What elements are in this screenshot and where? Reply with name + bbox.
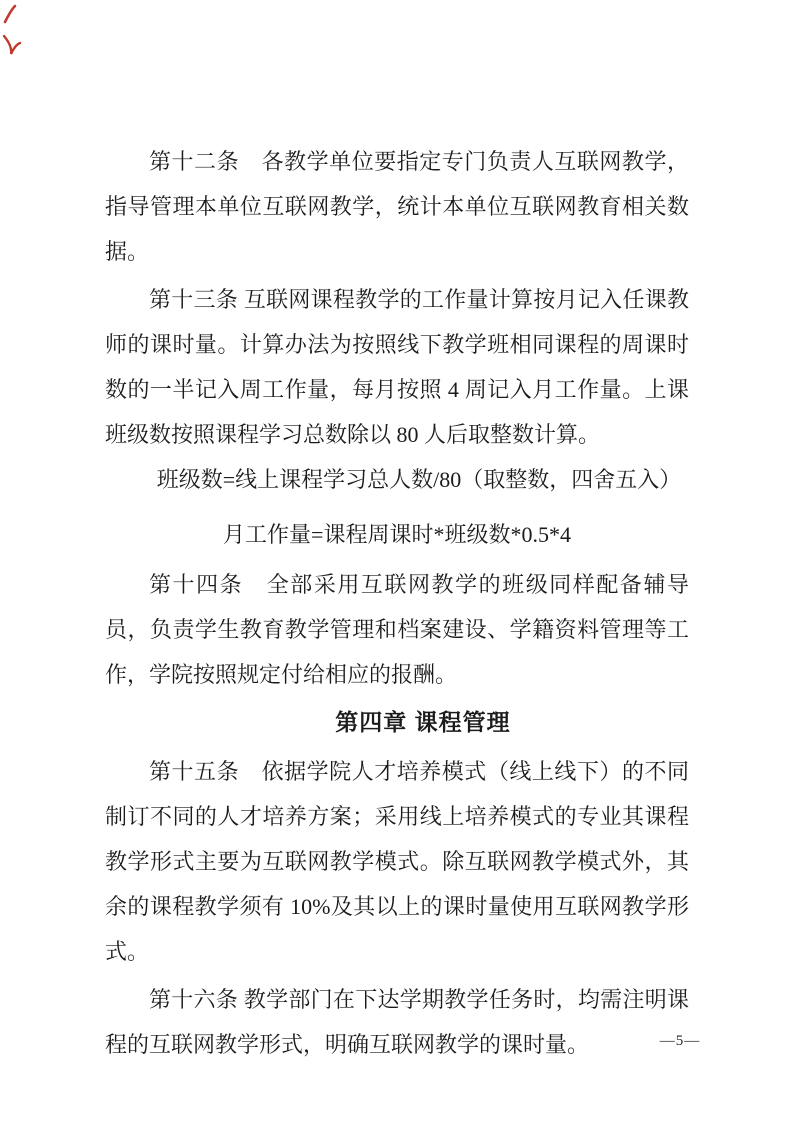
article-16-paragraph: 第十六条 教学部门在下达学期教学任务时，均需注明课程的互联网教学形式，明确互联网教学的课时量。 <box>105 987 689 1057</box>
page-number: —5— <box>659 1033 701 1049</box>
article-12-paragraph: 第十二条 各教学单位要指定专门负责人互联网教学，指导管理本单位互联网教学，统计本单位互联网教育相关数据。 <box>105 149 689 264</box>
article-13-paragraph: 第十三条 互联网课程教学的工作量计算按月记入任课教师的课时量。计算办法为按照线下教学班相同课程的周课时数的一半记入周工作量，每月按照 4 周记入月工作量。上课班级数按照课程学习总数除以 80 人后取整数计算。 <box>105 287 689 447</box>
formula-class-count: 班级数=线上课程学习总人数/80（取整数，四舍五入） <box>156 467 682 492</box>
red-ink-mark-icon <box>0 0 32 70</box>
formula-monthly-workload: 月工作量=课程周课时*班级数*0.5*4 <box>223 522 571 547</box>
document-body <box>105 139 689 1067</box>
article-15-paragraph: 第十五条 依据学院人才培养模式（线上线下）的不同制订不同的人才培养方案；采用线上培养模式的专业其课程教学形式主要为互联网教学模式。除互联网教学模式外，其余的课程教学须有 10%及其以上的课时量使用互联网教学形式。 <box>105 759 689 964</box>
article-14-paragraph: 第十四条 全部采用互联网教学的班级同样配备辅导员，负责学生教育教学管理和档案建设、学籍资料管理等工作，学院按照规定付给相应的报酬。 <box>105 572 689 687</box>
chapter-4-heading: 第四章 课程管理 <box>335 709 511 735</box>
